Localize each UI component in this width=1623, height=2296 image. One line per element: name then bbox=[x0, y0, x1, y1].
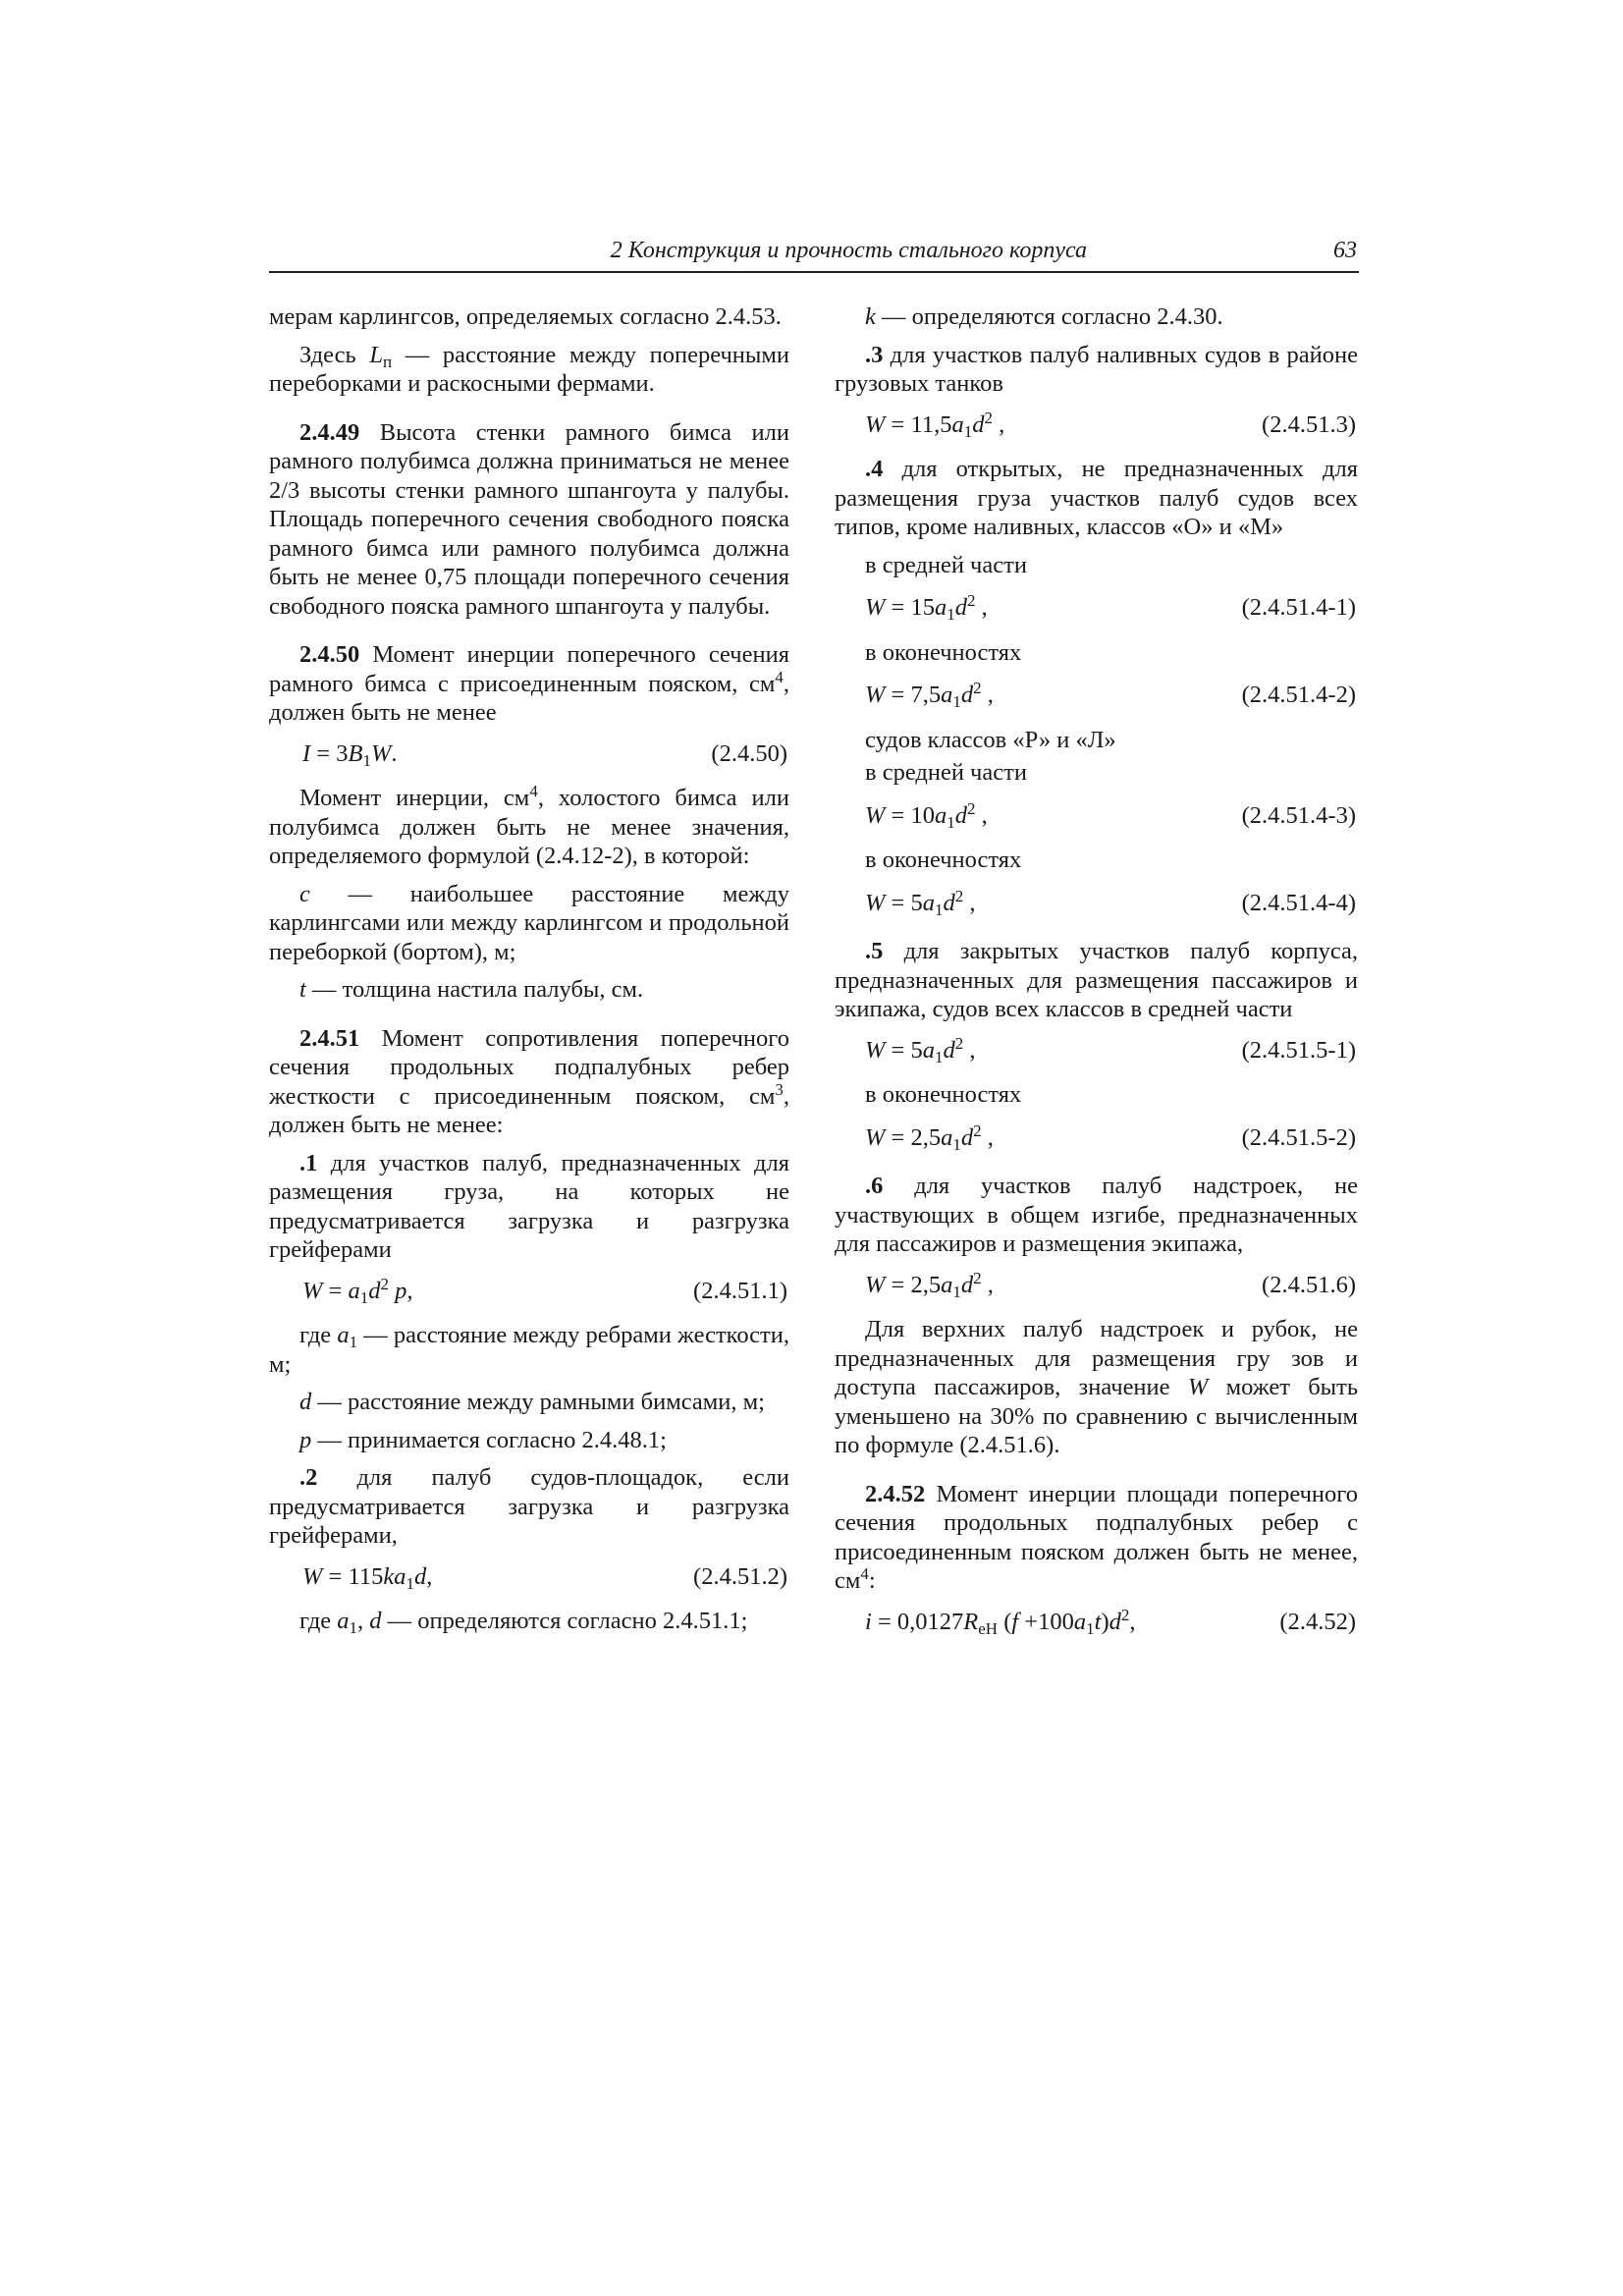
condition-label: судов классов «Р» и «Л» bbox=[865, 726, 1116, 753]
formula-expression: $W = a_1d^2$ p, bbox=[302, 1274, 413, 1307]
clause-number: 2.4.49 bbox=[299, 418, 360, 446]
formula-number: (2.4.51.4-3) bbox=[1241, 801, 1356, 829]
formula-2-4-51-6 bbox=[835, 1268, 1358, 1301]
page-number: 63 bbox=[1333, 238, 1357, 263]
clause-number: 2.4.50 bbox=[299, 641, 360, 668]
condition-label: в средней части bbox=[865, 759, 1027, 786]
formula-number: (2.4.51.6) bbox=[1262, 1271, 1356, 1298]
left-column bbox=[269, 302, 789, 1645]
formula-number: (2.4.51.4-4) bbox=[1241, 889, 1356, 916]
clause-2-4-50: 2.4.50 Момент инерции поперечного сечения рамного бимса с присоединенным пояском, $см^4$, должен быть не менее bbox=[269, 641, 789, 726]
formula-2-4-51-3 bbox=[835, 410, 1358, 440]
definition: d — расстояние между рамными бимсами, м; bbox=[299, 1389, 765, 1415]
condition-label: в оконечностях bbox=[865, 638, 1022, 666]
right-column bbox=[835, 302, 1358, 1652]
formula-number: (2.4.51.4-2) bbox=[1241, 682, 1356, 708]
condition-label: в средней части bbox=[865, 551, 1027, 578]
subclause-1: .1 для участков палуб, предназначенных для размещения груза, на которых не предусматривается загрузка и разгрузка грейферами bbox=[269, 1149, 789, 1263]
clause-2-4-51: 2.4.51 Момент сопротивления поперечного сечения продольных подпалубных ребер жесткости с присоединенным пояском, $см^3$, должен быть не менее: bbox=[269, 1024, 789, 1138]
running-title: 2 Конструкция и прочность стального корпуса bbox=[610, 238, 1087, 263]
clause-2-4-49: 2.4.49 Высота стенки рамного бимса или рамного полубимса должна приниматься не менее 2/3 высоты стенки рамного шпангоута у палубы. Площадь поперечного сечения свободного пояска рамного бимса или рамного полубимса должна быть не менее 0,75 площади поперечного сечения свободного пояска рамного шпангоута у палубы. bbox=[269, 418, 789, 620]
formula-2-4-52 bbox=[835, 1605, 1358, 1638]
formula-2-4-51-4-3 bbox=[835, 798, 1358, 832]
definition: t — толщина настила палубы, см. bbox=[299, 976, 644, 1003]
clause-2-4-52: 2.4.52 Момент инерции площади поперечного сечения продольных подпалубных ребер с присоединенным пояском должен быть не менее, $см^4$: bbox=[835, 1480, 1358, 1594]
condition-label: в оконечностях bbox=[865, 847, 1022, 873]
formula-2-4-51-1 bbox=[269, 1274, 789, 1307]
definition: где $a_1$, d — определяются согласно 2.4.51.1; bbox=[299, 1608, 748, 1637]
formula-2-4-50 bbox=[269, 739, 789, 769]
formula-number: (2.4.51.5-2) bbox=[1241, 1123, 1356, 1151]
paragraph: Для верхних палуб надстроек и рубок, не предназначенных для размещения гру зов и доступа пассажиров, значение W может быть уменьшено на 30% по сравнению с вычисленным по формуле (2.4.51.6). bbox=[835, 1316, 1359, 1458]
formula-number: (2.4.50) bbox=[711, 739, 787, 767]
formula-expression: $W = 11,5a_1d^2$ , bbox=[865, 408, 1005, 441]
clause-number: 2.4.52 bbox=[865, 1480, 926, 1507]
formula-expression: $W = 5a_1d^2$ , bbox=[865, 1033, 976, 1066]
subclause-5: .5 для закрытых участков палуб корпуса, предназначенных для размещения пассажиров и экипажа, судов всех классов в средней части bbox=[835, 938, 1358, 1022]
formula-expression: $W = 2,5a_1d^2$ , bbox=[865, 1268, 994, 1301]
definition: где $a_1$ — расстояние между ребрами жесткости, м; bbox=[269, 1322, 790, 1378]
formula-expression: $W = 115ka_1d$, bbox=[302, 1562, 433, 1593]
paragraph: Здесь $L_п$ — расстояние между поперечными переборками и раскосными фермами. bbox=[269, 341, 789, 397]
formula-expression: $i = 0,0127R_{eH}$ $(f +100a_1t)d^2$, bbox=[865, 1605, 1136, 1638]
formula-expression: $W = 10a_1d^2$ , bbox=[865, 798, 988, 832]
formula-2-4-51-4-2 bbox=[835, 681, 1358, 710]
formula-expression: $I = 3B_1W$. bbox=[302, 739, 398, 770]
formula-number: (2.4.51.4-1) bbox=[1241, 594, 1356, 621]
formula-number: (2.4.51.3) bbox=[1262, 410, 1356, 438]
paragraph: Момент инерции, $см^4$, холостого бимса или полубимса должен быть не менее значения, определяемого формулой (2.4.12-2), в которой: bbox=[269, 782, 789, 869]
formula-number: (2.4.51.2) bbox=[693, 1562, 787, 1590]
formula-expression: $W = 2,5a_1d^2$ , bbox=[865, 1121, 994, 1154]
formula-number: (2.4.51.5-1) bbox=[1241, 1036, 1356, 1064]
formula-number: (2.4.51.1) bbox=[693, 1277, 787, 1304]
formula-expression: $W = 15a_1d^2$ , bbox=[865, 591, 988, 624]
definition: k — определяются согласно 2.4.30. bbox=[865, 303, 1223, 330]
definition: p — принимается согласно 2.4.48.1; bbox=[299, 1426, 667, 1453]
subclause-4: .4 для открытых, не предназначенных для размещения груза участков палуб судов всех типов, кроме наливных, классов «О» и «М» bbox=[835, 456, 1358, 540]
formula-expression: $W = 7,5a_1d^2$ , bbox=[865, 679, 994, 711]
subclause-2: .2 для палуб судов-площадок, если предусматривается загрузка и разгрузка грейферами, bbox=[269, 1464, 789, 1549]
formula-expression: $W = 5a_1d^2$ , bbox=[865, 886, 976, 919]
condition-label: в оконечностях bbox=[865, 1081, 1022, 1108]
paragraph: мерам карлингсов, определяемых согласно 2.4.53. bbox=[269, 303, 782, 330]
running-header bbox=[269, 236, 1359, 273]
formula-2-4-51-4-4 bbox=[835, 886, 1358, 919]
subclause-3: .3 для участков палуб наливных судов в районе грузовых танков bbox=[835, 341, 1358, 397]
definition: c — наибольшее расстояние между карлингсами или между карлингсом и продольной переборкой (бортом), м; bbox=[269, 880, 789, 965]
formula-2-4-51-4-1 bbox=[835, 593, 1358, 623]
formula-2-4-51-5-1 bbox=[835, 1033, 1358, 1066]
formula-2-4-51-2 bbox=[269, 1562, 789, 1592]
formula-number: (2.4.52) bbox=[1279, 1608, 1356, 1635]
subclause-6: .6 для участков палуб надстроек, не участвующих в общем изгибе, предназначенных для пассажиров и размещения экипажа, bbox=[835, 1173, 1358, 1257]
clause-number: 2.4.51 bbox=[299, 1024, 360, 1052]
formula-2-4-51-5-2 bbox=[835, 1123, 1358, 1153]
